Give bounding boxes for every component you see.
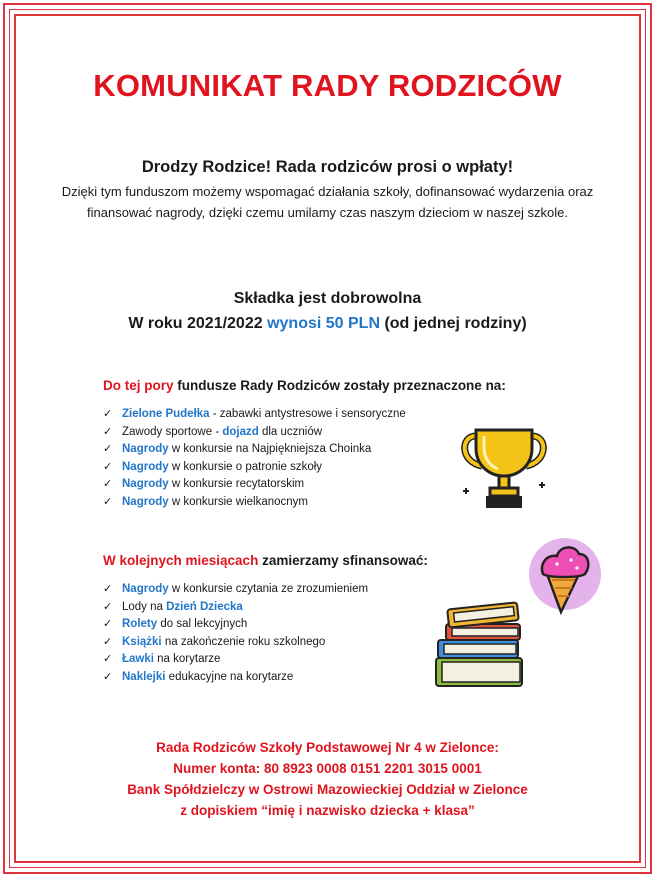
planned-item	[103, 581, 368, 599]
checkmark-icon: ✓	[103, 443, 113, 455]
footer-council-name: Rada Rodziców Szkoły Podstawowej Nr 4 w Zielonce:	[156, 740, 499, 755]
planned-item-hl: Rolety	[122, 618, 158, 630]
planned-heading	[103, 553, 428, 568]
checkmark-icon: ✓	[103, 600, 113, 613]
planned-item-post: edukacyjne na korytarze	[165, 670, 294, 683]
footer-transfer-note: z dopiskiem “imię i nazwisko dziecka + klasa”	[180, 803, 475, 818]
planned-item	[103, 651, 368, 669]
checkmark-icon: ✓	[103, 670, 113, 683]
planned-item-post: na zakończenie roku szkolnego	[161, 635, 326, 648]
planned-item-post: w konkursie czytania ze zrozumieniem	[168, 583, 369, 595]
spent-item-hl: Nagrody	[122, 478, 169, 490]
trophy-icon	[456, 422, 552, 514]
planned-item	[103, 616, 368, 634]
planned-item	[103, 599, 368, 617]
planned-list	[103, 581, 368, 686]
planned-item-hl: Ławki	[122, 653, 154, 665]
planned-heading-red: W kolejnych miesiącach	[103, 553, 259, 568]
spent-item-post: w konkursie na Najpiękniejsza Choinka	[168, 443, 372, 455]
spent-heading-red: Do tej pory	[103, 378, 174, 393]
spent-item-post: w konkursie recytatorskim	[168, 478, 305, 490]
checkmark-icon: ✓	[103, 478, 113, 490]
spent-item-post: - zabawki antystresowe i sensoryczne	[209, 408, 406, 420]
spent-heading-rest: fundusze Rady Rodziców zostały przeznaczone na:	[173, 378, 506, 393]
footer-bank-info	[0, 737, 655, 821]
page-title: KOMUNIKAT RADY RODZICÓW	[93, 68, 562, 103]
spent-item-hl: dojazd	[222, 425, 259, 438]
spent-item-pre: Zawody sportowe -	[122, 425, 223, 438]
checkmark-icon: ✓	[103, 425, 113, 438]
fee-amount: wynosi 50 PLN	[267, 315, 380, 332]
planned-item-post: na korytarze	[153, 653, 221, 665]
ice-cream-icon	[527, 534, 603, 616]
spent-item	[103, 424, 406, 442]
planned-item-pre: Lody na	[122, 600, 167, 613]
checkmark-icon: ✓	[103, 635, 113, 648]
books-icon	[432, 600, 532, 690]
spent-item-hl: Nagrody	[122, 495, 169, 508]
spent-item	[103, 494, 406, 512]
planned-item-hl: Książki	[122, 635, 162, 648]
planned-item	[103, 669, 368, 687]
spent-item	[103, 476, 406, 494]
fee-year: W roku 2021/2022	[128, 315, 268, 332]
spent-item-post: dla uczniów	[258, 425, 323, 438]
fee-amount-line	[0, 315, 655, 333]
spent-heading	[103, 378, 506, 393]
planned-item-hl: Naklejki	[122, 670, 166, 683]
checkmark-icon: ✓	[103, 583, 113, 595]
intro-heading: Drodzy Rodzice! Rada rodziców prosi o wpłaty!	[141, 158, 514, 176]
spent-list	[103, 406, 406, 511]
spent-item-hl: Nagrody	[122, 443, 169, 455]
spent-item	[103, 441, 406, 459]
checkmark-icon: ✓	[103, 495, 113, 508]
checkmark-icon: ✓	[103, 653, 113, 665]
fee-per-family: (od jednej rodziny)	[380, 315, 527, 332]
spent-item-hl: Nagrody	[122, 460, 169, 473]
spent-item	[103, 459, 406, 477]
footer-bank-name: Bank Spółdzielczy w Ostrowi Mazowieckiej Oddział w Zielonce	[127, 782, 528, 797]
spent-item-hl: Zielone Pudełka	[122, 408, 210, 420]
checkmark-icon: ✓	[103, 460, 113, 473]
planned-item-hl: Nagrody	[122, 583, 169, 595]
planned-heading-rest: zamierzamy sfinansować:	[258, 553, 428, 568]
fee-voluntary: Składka jest dobrowolna	[233, 290, 422, 307]
planned-item-hl: Dzień Dziecka	[166, 600, 243, 613]
intro-body: Dzięki tym funduszom możemy wspomagać działania szkoły, dofinansować wydarzenia oraz finansować nagrody, dzięki czemu umilamy czas naszym dzieciom w naszej szkole.	[61, 184, 594, 220]
planned-item-post: do sal lekcyjnych	[157, 618, 248, 630]
planned-item	[103, 634, 368, 652]
spent-item-post: w konkursie wielkanocnym	[168, 495, 308, 508]
checkmark-icon: ✓	[103, 408, 113, 420]
spent-item	[103, 406, 406, 424]
spent-item-post: w konkursie o patronie szkoły	[168, 460, 323, 473]
checkmark-icon: ✓	[103, 618, 113, 630]
footer-account-number: Numer konta: 80 8923 0008 0151 2201 3015 0001	[173, 761, 482, 776]
